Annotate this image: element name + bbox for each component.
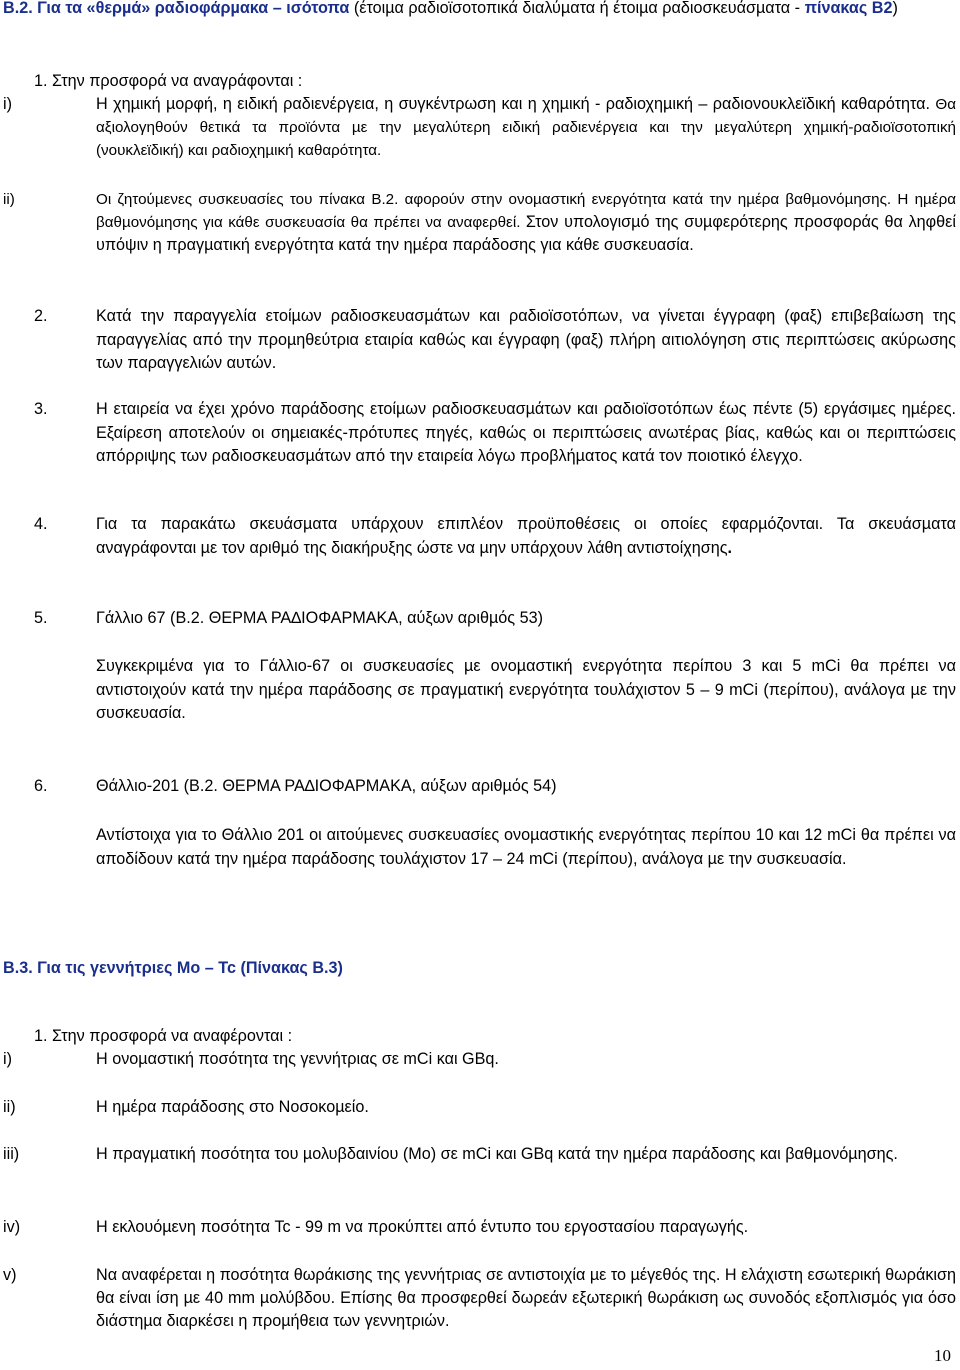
list-number: 2. bbox=[34, 307, 48, 325]
thallium-201-paragraph bbox=[0, 824, 960, 871]
gallium-67-title: Γάλλιο 67 (Β.2. ΘΕΡΜΑ ΡΑ∆ΙΟΦΑΡΜΑΚΑ, αύξων αριθµός 53) bbox=[96, 609, 543, 627]
list-intro: Στην προσφορά να αναγράφονται : bbox=[52, 72, 303, 90]
sub-item-label: i) bbox=[3, 95, 12, 113]
list-text: Η εταιρεία να έχει χρόνο παράδοσης ετοίµων ραδιοσκευασµάτων και ραδιοϊσοτόπων έως πέντε (5) εργάσιµες ηµέρες. bbox=[96, 400, 956, 418]
gallium-67-paragraph bbox=[0, 655, 960, 726]
list-number: 5. bbox=[34, 609, 48, 627]
b3-list-item-1 bbox=[0, 1025, 960, 1071]
section-b3-title: Β.3. Για τις γεννήτριες Mo – Tc (Πίνακας Β.3) bbox=[3, 959, 343, 977]
sub-item-text-continued: Στον υπολογισµό της συµφερότερης προσφοράς θα ληφθεί υπόψιν η πραγµατική ενεργότητα κατά την ηµέρα παράδοσης για κάθε συσκευασία. bbox=[96, 213, 956, 254]
b2-list-item-3 bbox=[0, 398, 960, 469]
sub-item-i bbox=[0, 1048, 960, 1071]
section-b2-heading bbox=[0, 0, 960, 20]
section-b2-description: (έτοιµα ραδιοϊσοτοπικά διαλύµατα ή έτοιµα ραδιοσκευάσµατα - bbox=[349, 0, 805, 17]
section-b2-title: Β.2. Για τα «θερµά» ραδιοφάρµακα – ισότοπα bbox=[3, 0, 350, 17]
list-text-period: . bbox=[727, 538, 733, 557]
sub-item-text: Να αναφέρεται η ποσότητα θωράκισης της γεννήτριας σε αντιστοιχία µε το µέγεθός της. bbox=[96, 1266, 725, 1284]
b2-list-item-5 bbox=[0, 607, 960, 631]
b3-sub-item-iii bbox=[0, 1143, 960, 1166]
b3-sub-item-iv bbox=[0, 1216, 960, 1239]
sub-item-text-note: Θα αξιολογηθούν θετικά τα προϊόντα µε την µεγαλύτερη ειδική ραδιενέργεια και την µεγαλύτερη χηµική-ραδιοϊσοτοπική (νουκλεϊδική) και ραδιοχηµική καθαρότητα. bbox=[96, 96, 956, 159]
sub-item-label: iv) bbox=[3, 1218, 21, 1236]
list-number: 3. bbox=[34, 400, 48, 418]
section-b3-heading bbox=[0, 957, 960, 980]
sub-item-label: i) bbox=[3, 1050, 12, 1068]
list-number: 6. bbox=[34, 777, 48, 795]
b2-sub-item-ii bbox=[0, 188, 960, 257]
list-number: 1. bbox=[34, 1027, 48, 1045]
sub-item-text-continued: Η ελάχιστη εσωτερική θωράκιση θα είναι ίση µε 40 mm µολύβδου. Επίσης θα προσφερθεί δωρεάν εξωτερική θωράκιση ως συνοδός εξοπλισµός για όσο διάστηµα διαρκέσει η προµήθεια των γεννητριών. bbox=[96, 1266, 956, 1330]
list-number: 1. bbox=[34, 72, 48, 90]
sub-item-text: Η πραγµατική ποσότητα του µολυβδαινίου (Mo) σε mCi και GBq κατά την ηµέρα παράδοσης και βαθµονόµησης. bbox=[96, 1145, 898, 1163]
sub-item-text: Η ηµέρα παράδοσης στο Νοσοκοµείο. bbox=[96, 1098, 369, 1116]
list-text: Για τα παρακάτω σκευάσµατα υπάρχουν επιπλέον προϋποθέσεις οι οποίες εφαρµόζονται. bbox=[96, 515, 837, 533]
sub-item-label: ii) bbox=[3, 1098, 16, 1116]
thallium-201-title: Θάλλιο-201 (Β.2. ΘΕΡΜΑ ΡΑ∆ΙΟΦΑΡΜΑΚΑ, αύξων αριθµός 54) bbox=[96, 777, 557, 795]
list-intro: Στην προσφορά να αναφέρονται : bbox=[52, 1027, 293, 1045]
section-b2-closing: ) bbox=[892, 0, 898, 17]
list-text-continued: Τα σκευάσµατα αναγράφονται µε τον αριθµό της διακήρυξης ώστε να µην υπάρχουν λάθη αντιστοίχησης bbox=[96, 515, 956, 557]
b2-list-item-2 bbox=[0, 305, 960, 376]
sub-item-text: Η χηµική µορφή, η ειδική ραδιενέργεια, η συγκέντρωση και η χηµική - ραδιοχηµική – ραδιονουκλεϊδική καθαρότητα. bbox=[96, 95, 936, 113]
list-number: 4. bbox=[34, 515, 48, 533]
list-text-continued: Εξαίρεση αποτελούν οι σηµειακές-πρότυπες πηγές, καθώς οι περιπτώσεις ανωτέρας βίας, καθώς και οι περιπτώσεις απόρριψης των ραδιοσκευασµάτων από την εταιρεία λόγω προβλήµατος κατά τον ποιοτικό έλεγχο. bbox=[96, 423, 956, 465]
sub-item-text: Οι ζητούµενες συσκευασίες του πίνακα Β.2. αφορούν στην ονοµαστική ενεργότητα κατά την ηµέρα βαθµονόµησης. Η ηµέρα βαθµονόµησης για κάθε συσκευασία θα πρέπει να αναφερθεί. bbox=[96, 191, 956, 231]
b2-list-item-1 bbox=[0, 70, 960, 162]
list-text: Κατά την παραγγελία ετοίµων ραδιοσκευασµάτων και ραδιοϊσοτόπων, να γίνεται έγγραφη (φαξ) επιβεβαίωση της παραγγελίας από την προµηθεύτρια εταιρία καθώς και έγγραφη (φαξ) πλήρη αιτιολόγηση στις περιπτώσεις ακύρωσης των παραγγελιών αυτών. bbox=[96, 307, 956, 372]
b2-list-item-4 bbox=[0, 513, 960, 560]
b2-list-item-6 bbox=[0, 775, 960, 799]
b3-sub-item-v bbox=[0, 1264, 960, 1333]
sub-item-text: Η ονοµαστική ποσότητα της γεννήτριας σε mCi και GBq. bbox=[96, 1050, 499, 1068]
table-b2-reference: πίνακας Β2 bbox=[804, 0, 893, 17]
sub-item-i bbox=[0, 93, 960, 162]
page-number: 10 bbox=[934, 1346, 951, 1365]
sub-item-label: v) bbox=[3, 1266, 17, 1284]
paragraph-text: Αντίστοιχα για το Θάλλιο 201 οι αιτούµενες συσκευασίες ονοµαστικής ενεργότητας περίπου 10 και 12 mCi θα πρέπει να αποδίδουν κατά την ηµέρα παράδοσης τουλάχιστον 17 – 24 mCi (περίπου), ανάλογα µε την συσκευασία. bbox=[96, 826, 956, 868]
b3-sub-item-ii bbox=[0, 1096, 960, 1119]
sub-item-text: Η εκλουόµενη ποσότητα Tc - 99 m να προκύπτει από έντυπο του εργοστασίου παραγωγής. bbox=[96, 1218, 749, 1236]
sub-item-label: ii) bbox=[3, 191, 15, 208]
sub-item-label: iii) bbox=[3, 1145, 20, 1163]
paragraph-text: Συγκεκριµένα για το Γάλλιο-67 οι συσκευασίες µε ονοµαστική ενεργότητα περίπου 3 και 5 mCi θα πρέπει να αντιστοιχούν κατά την ηµέρα παράδοσης σε πραγµατική ενεργότητα τουλάχιστον 5 – 9 mCi (περίπου), ανάλογα µε την συσκευασία. bbox=[96, 657, 956, 722]
